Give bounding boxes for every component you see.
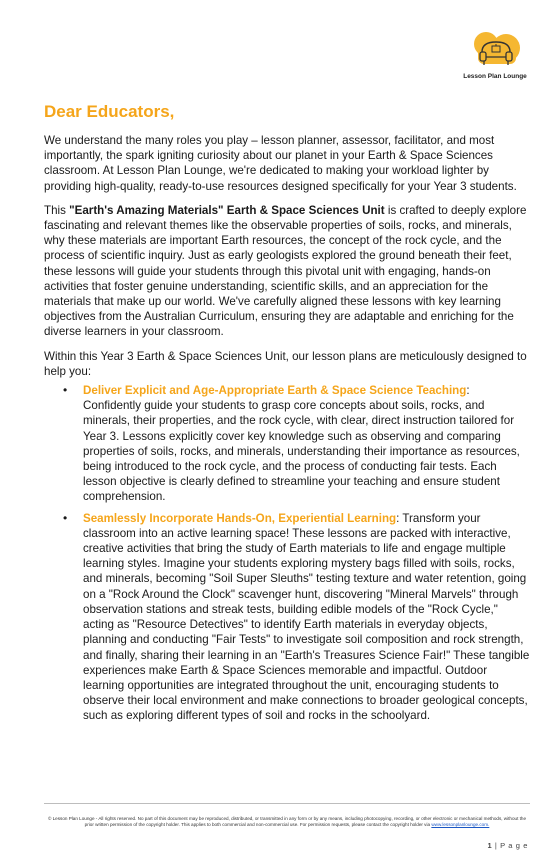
page-label: | P a g e <box>494 841 528 850</box>
unit-title: "Earth's Amazing Materials" Earth & Space Sciences Unit <box>69 203 385 217</box>
logo-text: Lesson Plan Lounge <box>463 73 527 80</box>
lounge-chair-icon <box>468 30 524 74</box>
within-paragraph: Within this Year 3 Earth & Space Sciences Unit, our lesson plans are meticulously designed to help you: <box>44 349 527 378</box>
objective-text: : Transform your classroom into an active learning space! These lessons are packed with interactive, creative activities that bring the study of Earth materials to life and engage multiple learning styles. Imagine your students exploring mystery bags filled with soils, rocks, and minerals, becoming "Soil Super Sleuths" testing texture and water retention, going on a "Rock Around the Clock" scavenger hunt, discovering "Mineral Marvels" through observation stations and streak tests, building edible models of the "Rock Cycle," acting as "Resource Detectives" to identify Earth materials in everyday objects, planning and conducting "Fair Tests" to investigate soil composition and rock strength, and finally, sharing their learning in an "Earth's Treasures Science Fair!" These tangible experiences make Earth & Space Sciences memorable and impactful. Outdoor learning opportunities are integrated throughout the unit, encouraging students to observe their local environment and make connections to broader geological concepts, such as exploring different types of soil and rocks in the schoolyard. <box>83 511 530 723</box>
letter-heading: Dear Educators, <box>44 102 175 121</box>
page-number-value: 1 <box>487 841 493 850</box>
bullet-icon: • <box>63 510 68 525</box>
objective-title: Seamlessly Incorporate Hands-On, Experiential Learning <box>83 511 397 525</box>
lesson-plan-lounge-logo <box>462 30 528 84</box>
footer-divider <box>44 803 530 804</box>
objective-title: Deliver Explicit and Age-Appropriate Earth & Space Science Teaching <box>83 384 467 398</box>
unit-description: is crafted to deeply explore fascinating and relevant themes like the observable properties of soils, rocks, and minerals, why these materials are important Earth resources, the concept of the rock cycle, and the process of scientific inquiry. Just as early geologists explored the ground beneath their feet, these lessons will guide your students through this pivotal unit with engaging, hands-on activities that foster genuine understanding, scientific skills, and an appreciation for the materials that make up our world. We've carefully aligned these lessons with key learning objectives from the Australian Curriculum, ensuring they are adaptable and enriching for the diverse learners in your classroom. <box>44 203 527 339</box>
unit-paragraph <box>44 203 530 340</box>
page-number <box>487 841 528 850</box>
list-item <box>63 383 530 505</box>
copyright-text: © Lesson Plan Lounge - All rights reserved. No part of this document may be reproduced, distributed, or transmitted in any form or by any means, including photocopying, recording, or other electronic or mechanical methods, without the prior written permission of the copyright holder. This applies to both commercial and non-commercial use. For permission requests, please contact the copyright holder via <box>47 816 527 828</box>
website-link[interactable]: www.lessonplanlounge.com. <box>431 822 490 828</box>
bullet-icon: • <box>63 383 68 398</box>
copyright-notice <box>44 816 530 829</box>
list-item <box>63 510 530 724</box>
intro-paragraph: We understand the many roles you play – lesson planner, assessor, facilitator, and most importantly, the spark igniting curiosity about our planet in your Earth & Space Sciences classroom. At Lesson Plan Lounge, we're dedicated to making your workload lighter by providing high-quality, ready-to-use resources designed specifically for your Year 3 students. <box>44 134 517 193</box>
objective-text: : Confidently guide your students to grasp core concepts about soils, rocks, and minerals, their properties, and the rock cycle, with clear, direct instruction tailored for Year 3. Lessons explicitly cover key knowledge such as observing and comparing properties of soils, rocks, and minerals, understanding their importance as resources, being introduced to the rock cycle, and the process of conducting fair tests. Each lesson objective is clearly defined to streamline your teaching and ensure student comprehension. <box>83 384 520 504</box>
letter-body <box>44 102 530 730</box>
unit-prefix: This <box>44 203 70 217</box>
objectives-list <box>44 383 530 723</box>
